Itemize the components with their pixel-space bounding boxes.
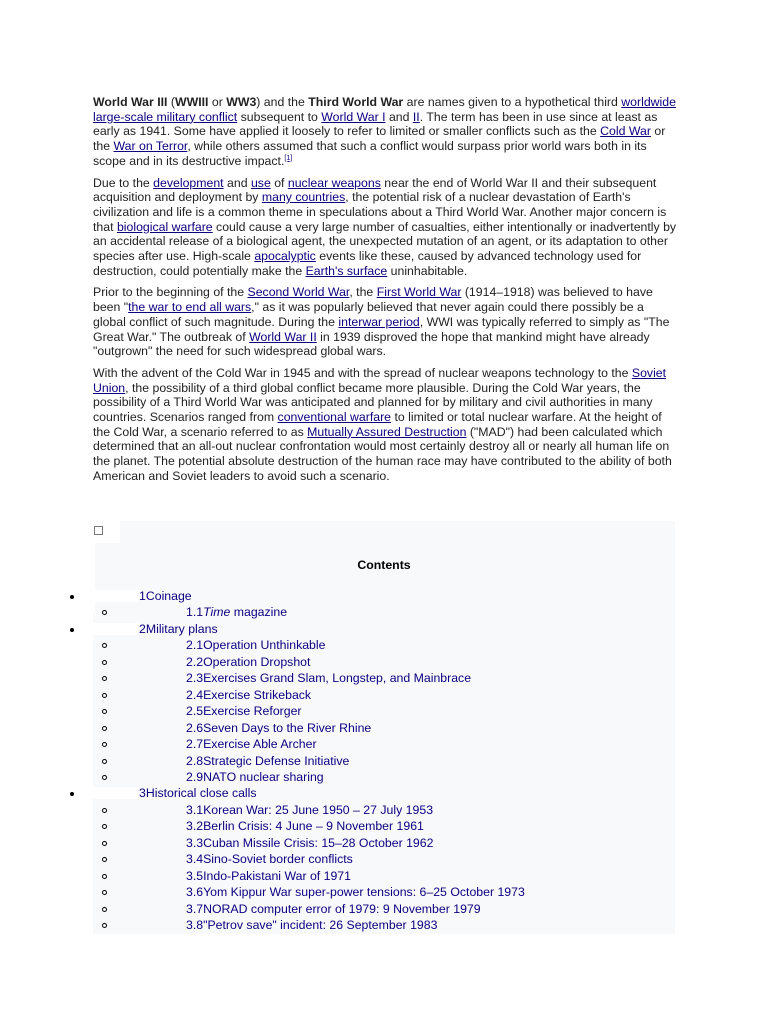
toc-item-number: 3.4 [186, 852, 204, 867]
text: are names given to a hypothetical third [403, 95, 622, 109]
toc-item-link[interactable] [186, 818, 424, 834]
circle-bullet-icon [102, 775, 107, 780]
circle-bullet-icon [102, 890, 107, 895]
toc-title: Contents [357, 558, 411, 572]
toc-item-marker-band [93, 623, 138, 635]
link-conventional-warfare[interactable]: conventional warfare [277, 410, 392, 425]
toc-item-number: 3.7 [186, 901, 204, 916]
text: ) and the [256, 95, 309, 109]
link-development[interactable]: development [153, 175, 224, 190]
text: or the [93, 124, 666, 154]
toc-item-number: 1.1 [186, 605, 204, 620]
toc-item-number: 2.3 [186, 671, 204, 686]
toc-item[interactable] [0, 753, 768, 769]
text: uninhabitable. [387, 263, 468, 278]
text: or [208, 95, 227, 109]
toc-item-number: 1 [139, 589, 146, 603]
toc-item-label: NATO nuclear sharing [203, 769, 324, 784]
article-body [93, 95, 677, 491]
toc-item-link[interactable] [186, 604, 287, 620]
toc-item-link[interactable] [186, 851, 353, 867]
text: ( [167, 95, 175, 109]
toc-item-link[interactable] [139, 785, 257, 801]
toc-item[interactable] [0, 637, 768, 653]
bullet-icon [70, 792, 74, 796]
text: Due to the [93, 175, 154, 190]
bold-term: World War III [93, 95, 168, 109]
toc-item-number: 2 [139, 621, 146, 636]
toc-item[interactable] [0, 703, 768, 719]
toc-item-number: 3.1 [186, 802, 204, 817]
toc-item-label: Exercise Reforger [203, 704, 302, 719]
toc-item[interactable] [0, 851, 768, 867]
paragraph-nuclear [93, 176, 677, 279]
toc-item-label: Indo-Pakistani War of 1971 [203, 868, 351, 883]
link-world-war-ii[interactable]: II [412, 109, 420, 124]
text: (1914–1918) was believed to have been " [93, 285, 653, 315]
toc-item-link[interactable] [186, 868, 351, 884]
link-earths-surface[interactable]: Earth's surface [305, 263, 388, 278]
toc-item-label: "Petrov save" incident: 26 September 1983 [203, 918, 438, 932]
link-biological-warfare[interactable]: biological warfare [116, 219, 213, 234]
toc-item[interactable] [0, 621, 768, 637]
intro-paragraph [93, 95, 677, 169]
toc-item-label: Sino-Soviet border conflicts [203, 852, 353, 867]
toc-item[interactable] [0, 769, 768, 785]
toc-item-label: Exercise Strikeback [203, 687, 312, 702]
toc-item-label: NORAD computer error of 1979: 9 November 1979 [203, 901, 481, 916]
toc-item[interactable] [0, 736, 768, 752]
link-mutually-assured-destruction[interactable]: Mutually Assured Destruction [307, 424, 467, 439]
toc-item[interactable] [0, 604, 768, 620]
text: events like these, caused by advanced technology used for destruction, could potentially make the [93, 249, 642, 278]
link-war-on-terror[interactable]: War on Terror [113, 139, 188, 154]
toc-item-link[interactable] [186, 769, 324, 785]
toc-item-link[interactable] [186, 884, 525, 900]
toc-item-number: 3.3 [186, 835, 204, 850]
paragraph-history [93, 285, 677, 359]
toc-item[interactable] [0, 785, 768, 801]
toc-item-number: 2.1 [186, 638, 204, 653]
circle-bullet-icon [102, 660, 107, 665]
text: ," as it was popularly believed that never again could there possibly be a global conflict of such magnitude. During the [93, 300, 644, 329]
toc-item-link[interactable] [186, 835, 433, 851]
text: , the [349, 285, 377, 300]
circle-bullet-icon [102, 709, 107, 714]
link-second-world-war[interactable]: Second World War [247, 285, 350, 300]
bullet-icon [70, 595, 74, 599]
circle-bullet-icon [102, 824, 107, 829]
link-interwar-period[interactable]: interwar period [338, 314, 420, 329]
toc-item[interactable] [0, 670, 768, 686]
toc-item-label: Cuban Missile Crisis: 15–28 October 1962 [203, 835, 434, 850]
toc-item-number: 3.6 [186, 885, 204, 900]
circle-bullet-icon [102, 610, 107, 615]
toc-item-link[interactable] [186, 670, 471, 686]
paragraph-cold-war [93, 366, 677, 484]
toc-item-link[interactable] [186, 654, 310, 670]
toc-item-number: 2.6 [186, 720, 204, 735]
link-use[interactable]: use [250, 175, 271, 190]
toc-item-label: Operation Dropshot [203, 654, 311, 669]
text: , while others assumed that such a conflict would surpass prior world wars both in its scope and in its destructive impact. [93, 139, 647, 168]
toc-item[interactable] [0, 901, 768, 917]
toc-item-link[interactable] [186, 802, 433, 818]
toc-item-link[interactable] [186, 637, 325, 653]
text: of [270, 175, 288, 190]
toc-item-link[interactable] [186, 720, 371, 736]
link-soviet-union[interactable]: Soviet Union [93, 365, 667, 395]
text: and [223, 175, 251, 190]
text: . The term has been in use since at least as early as 1941. Some have applied it loosely to refer to limited or smaller conflicts such as the [93, 109, 658, 139]
toc-item-label: Operation Unthinkable [203, 638, 326, 653]
text: to limited or total nuclear warfare. At the height of the Cold War, a scenario referred to as [93, 410, 662, 439]
text: , WWI was typically referred to simply as "The Great War." The outbreak of [93, 314, 670, 344]
link-world-war-i[interactable]: World War I [321, 109, 386, 124]
toc-item[interactable] [0, 654, 768, 670]
toc-item-marker-band [93, 590, 138, 602]
text: subsequent to [237, 109, 322, 124]
bullet-icon [70, 628, 74, 632]
text: could cause a very large number of casualties, either intentionally or inadvertently by an accidental release of a biological agent, the unexpected mutation of an agent, or its adaptation to other species after use. High-scale [93, 219, 677, 264]
link-many-countries[interactable]: many countries [261, 190, 346, 205]
circle-bullet-icon [102, 923, 107, 928]
toc-item-number: 2.5 [186, 704, 204, 719]
toc-item-link[interactable] [186, 703, 302, 719]
toc-item-number: 3.5 [186, 868, 204, 883]
link-cold-war[interactable]: Cold War [600, 124, 651, 139]
toc-item[interactable] [0, 917, 768, 933]
circle-bullet-icon [102, 676, 107, 681]
toc-item-label: Coinage [145, 589, 192, 603]
link-war-to-end-all-wars[interactable]: the war to end all wars [128, 300, 252, 315]
toc-item-number: 2.7 [186, 737, 204, 752]
toc-item-label: Berlin Crisis: 4 June – 9 November 1961 [203, 819, 424, 834]
text: Prior to the beginning of the [93, 285, 248, 300]
toc-item-link[interactable] [186, 736, 317, 752]
circle-bullet-icon [102, 808, 107, 813]
circle-bullet-icon [102, 643, 107, 648]
link-apocalyptic[interactable]: apocalyptic [254, 249, 316, 264]
toc-item-number: 3.8 [186, 918, 204, 932]
link-nuclear-weapons[interactable]: nuclear weapons [287, 175, 381, 190]
text: near the end of World War II and their subsequent acquisition and deployment by [93, 175, 657, 205]
text: ("MAD") had been calculated which determined that an all-out nuclear confrontation would most certainly destroy all or nearly all human life on the planet. The potential absolute destruction of the human race may have contributed to the ability of both American and Soviet leaders to avoid such a scenario. [93, 424, 672, 483]
toc-item-number: 3.2 [186, 819, 204, 834]
toc-item-link[interactable] [139, 621, 218, 637]
toc-item[interactable] [0, 802, 768, 818]
toc-item-label: Korean War: 25 June 1950 – 27 July 1953 [203, 802, 434, 817]
link-worldwide-conflict[interactable]: worldwide large-scale military conflict [93, 95, 676, 124]
bold-term: WW3 [226, 95, 257, 109]
link-first-world-war[interactable]: First World War [376, 285, 462, 300]
toc-item-label: Military plans [145, 621, 218, 636]
text: in 1939 disproved the hope that mankind might have already "outgrown" the need for such widespread global wars. [93, 329, 650, 359]
toc-item-link[interactable] [139, 588, 192, 604]
circle-bullet-icon [102, 759, 107, 764]
toc-item[interactable] [0, 687, 768, 703]
toc-item[interactable] [0, 720, 768, 736]
toc-item-label: Strategic Defense Initiative [203, 753, 350, 768]
toc-item-label: Yom Kippur War super-power tensions: 6–25 October 1973 [203, 885, 525, 900]
toc-item-number: 2.4 [186, 687, 204, 702]
circle-bullet-icon [102, 857, 107, 862]
toc-item-link[interactable] [186, 917, 437, 933]
text: With the advent of the Cold War in 1945 and with the spread of nuclear weapons technology to the [93, 365, 632, 380]
toc-item[interactable] [0, 588, 768, 604]
toc-item-number: 2.9 [186, 769, 204, 784]
toc-item-label: magazine [233, 605, 288, 620]
toc-item-marker-band [93, 787, 138, 799]
toc-item-number: 3 [139, 786, 146, 801]
toc-toggle-checkbox[interactable] [94, 526, 103, 535]
toc-item-label: Exercises Grand Slam, Longstep, and Mainbrace [203, 671, 472, 686]
bold-term: Third World War [308, 95, 404, 109]
toc-item[interactable] [0, 818, 768, 834]
toc-item[interactable] [0, 835, 768, 851]
toc-item-link[interactable] [186, 687, 311, 703]
circle-bullet-icon [102, 693, 107, 698]
circle-bullet-icon [102, 742, 107, 747]
circle-bullet-icon [102, 874, 107, 879]
toc-item-label: Seven Days to the River Rhine [203, 720, 372, 735]
toc-item-italic: Time [203, 605, 231, 620]
toc-item-number: 2.2 [186, 654, 204, 669]
circle-bullet-icon [102, 907, 107, 912]
reference-link[interactable]: [1] [284, 154, 293, 162]
toc-item-label: Historical close calls [145, 786, 257, 801]
bold-term: WWIII [174, 95, 209, 109]
toc-item-link[interactable] [186, 901, 481, 917]
toc-item-link[interactable] [186, 753, 349, 769]
toc-item[interactable] [0, 884, 768, 900]
text: , the potential risk of a nuclear devastation of Earth's civilization and life is a common theme in speculations about a Third World War. Another major concern is that [93, 190, 667, 234]
toc-item-label: Exercise Able Archer [203, 737, 317, 752]
text: and [385, 109, 413, 124]
circle-bullet-icon [102, 841, 107, 846]
link-world-war-ii-2[interactable]: World War II [249, 329, 317, 344]
toc-item-number: 2.8 [186, 753, 204, 768]
circle-bullet-icon [102, 726, 107, 731]
text: , the possibility of a third global conflict became more plausible. During the Cold War years, the possibility of a Third World War was anticipated and planned for by military and civil authorities in many countries. Scenarios ranged from [93, 380, 653, 425]
toc-item[interactable] [0, 868, 768, 884]
